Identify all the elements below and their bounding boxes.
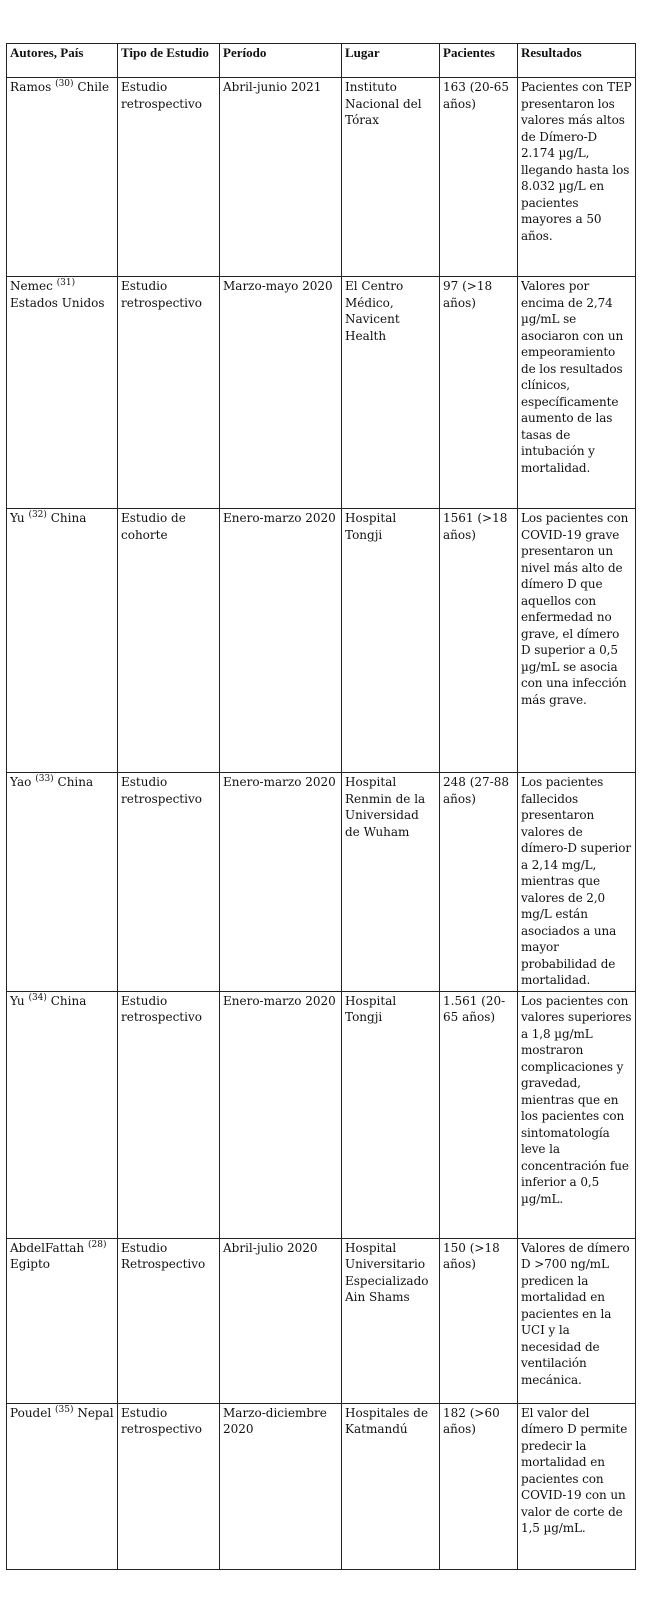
cell-place: Hospital Renmin de la Universidad de Wuham <box>342 773 440 992</box>
author-name: Yu <box>10 993 25 1008</box>
cell-patients: 163 (20-65 años) <box>440 78 518 277</box>
reference-number: (30) <box>55 79 74 89</box>
author-name: Yao <box>10 775 32 789</box>
table-row <box>7 509 636 773</box>
cell-results: Valores de dímero D >700 ng/mL predicen la mortalidad en pacientes en la UCI y la necesidad de ventilación mecánica. <box>518 1238 636 1403</box>
reference-number: (35) <box>55 1404 74 1415</box>
cell-results: Los pacientes fallecidos presentaron valores de dímero-D superior a 2,14 mg/L, mientras que valores de 2,0 mg/L están asociados a una mayor probabilidad de mortalidad. <box>518 773 636 992</box>
cell-patients: 97 (>18 años) <box>440 277 518 509</box>
table-row <box>7 991 636 1238</box>
table-row <box>7 1238 636 1403</box>
country: Nepal <box>77 1405 114 1420</box>
cell-study-type: Estudio retrospectivo <box>118 1403 220 1569</box>
cell-authors <box>7 991 118 1238</box>
cell-study-type: Estudio Retrospectivo <box>118 1238 220 1403</box>
author-name: Ramos <box>10 80 52 94</box>
cell-authors <box>7 773 118 992</box>
cell-authors <box>7 509 118 773</box>
cell-authors <box>7 277 118 509</box>
cell-patients: 248 (27-88 años) <box>440 773 518 992</box>
cell-patients: 1.561 (20-65 años) <box>440 991 518 1238</box>
cell-period: Enero-marzo 2020 <box>220 773 342 992</box>
table-row <box>7 277 636 509</box>
cell-results: Los pacientes con valores superiores a 1,8 µg/mL mostraron complicaciones y gravedad, mientras que en los pacientes con sintomatología leve la concentración fue inferior a 0,5 µg/mL. <box>518 991 636 1238</box>
cell-results: Pacientes con TEP presentaron los valores más altos de Dímero-D 2.174 µg/L, llegando hasta los 8.032 µg/L en pacientes mayores a 50 años. <box>518 78 636 277</box>
cell-study-type: Estudio retrospectivo <box>118 78 220 277</box>
cell-period: Marzo-mayo 2020 <box>220 277 342 509</box>
reference-number: (28) <box>88 1239 107 1250</box>
cell-period: Enero-marzo 2020 <box>220 509 342 773</box>
cell-place: El Centro Médico, Navicent Health <box>342 277 440 509</box>
country: China <box>50 993 87 1008</box>
author-name: Poudel <box>10 1405 52 1420</box>
author-name: AbdelFattah <box>10 1240 85 1255</box>
header-study-type: Tipo de Estudio <box>118 44 220 78</box>
cell-period: Marzo-diciembre 2020 <box>220 1403 342 1569</box>
reference-number: (33) <box>35 774 54 784</box>
header-patients: Pacientes <box>440 44 518 78</box>
header-place: Lugar <box>342 44 440 78</box>
country: Egipto <box>10 1257 51 1271</box>
reference-number: (34) <box>28 992 47 1003</box>
cell-place: Instituto Nacional del Tórax <box>342 78 440 277</box>
table-row <box>7 78 636 277</box>
cell-study-type: Estudio retrospectivo <box>118 991 220 1238</box>
header-authors: Autores, País <box>7 44 118 78</box>
cell-authors <box>7 78 118 277</box>
cell-study-type: Estudio retrospectivo <box>118 277 220 509</box>
cell-patients: 182 (>60 años) <box>440 1403 518 1569</box>
reference-number: (31) <box>56 278 76 288</box>
cell-place: Hospitales de Katmandú <box>342 1403 440 1569</box>
author-name: Nemec <box>10 279 53 293</box>
cell-place: Hospital Tongji <box>342 991 440 1238</box>
cell-period: Enero-marzo 2020 <box>220 991 342 1238</box>
country: China <box>50 511 87 525</box>
header-period: Período <box>220 44 342 78</box>
country: China <box>57 775 94 789</box>
cell-place: Hospital Universitario Especializado Ain Shams <box>342 1238 440 1403</box>
cell-study-type: Estudio de cohorte <box>118 509 220 773</box>
cell-authors <box>7 1403 118 1569</box>
header-results: Resultados <box>518 44 636 78</box>
table-header-row <box>7 44 636 78</box>
cell-patients: 1561 (>18 años) <box>440 509 518 773</box>
cell-period: Abril-junio 2021 <box>220 78 342 277</box>
country: Estados Unidos <box>10 295 105 310</box>
table-row <box>7 1403 636 1569</box>
studies-table <box>6 43 636 1570</box>
reference-number: (32) <box>28 510 47 520</box>
cell-patients: 150 (>18 años) <box>440 1238 518 1403</box>
country: Chile <box>77 80 110 94</box>
cell-results: Los pacientes con COVID-19 grave presentaron un nivel más alto de dímero D que aquellos con enfermedad no grave, el dímero D superior a 0,5 µg/mL se asocia con una infección más grave. <box>518 509 636 773</box>
cell-results: El valor del dímero D permite predecir la mortalidad en pacientes con COVID-19 con un valor de corte de 1,5 µg/mL. <box>518 1403 636 1569</box>
cell-authors <box>7 1238 118 1403</box>
cell-period: Abril-julio 2020 <box>220 1238 342 1403</box>
cell-results: Valores por encima de 2,74 µg/mL se asociaron con un empeoramiento de los resultados clínicos, específicamente aumento de las tasas de intubación y mortalidad. <box>518 277 636 509</box>
cell-study-type: Estudio retrospectivo <box>118 773 220 992</box>
cell-place: Hospital Tongji <box>342 509 440 773</box>
table-row <box>7 773 636 992</box>
author-name: Yu <box>10 511 25 525</box>
